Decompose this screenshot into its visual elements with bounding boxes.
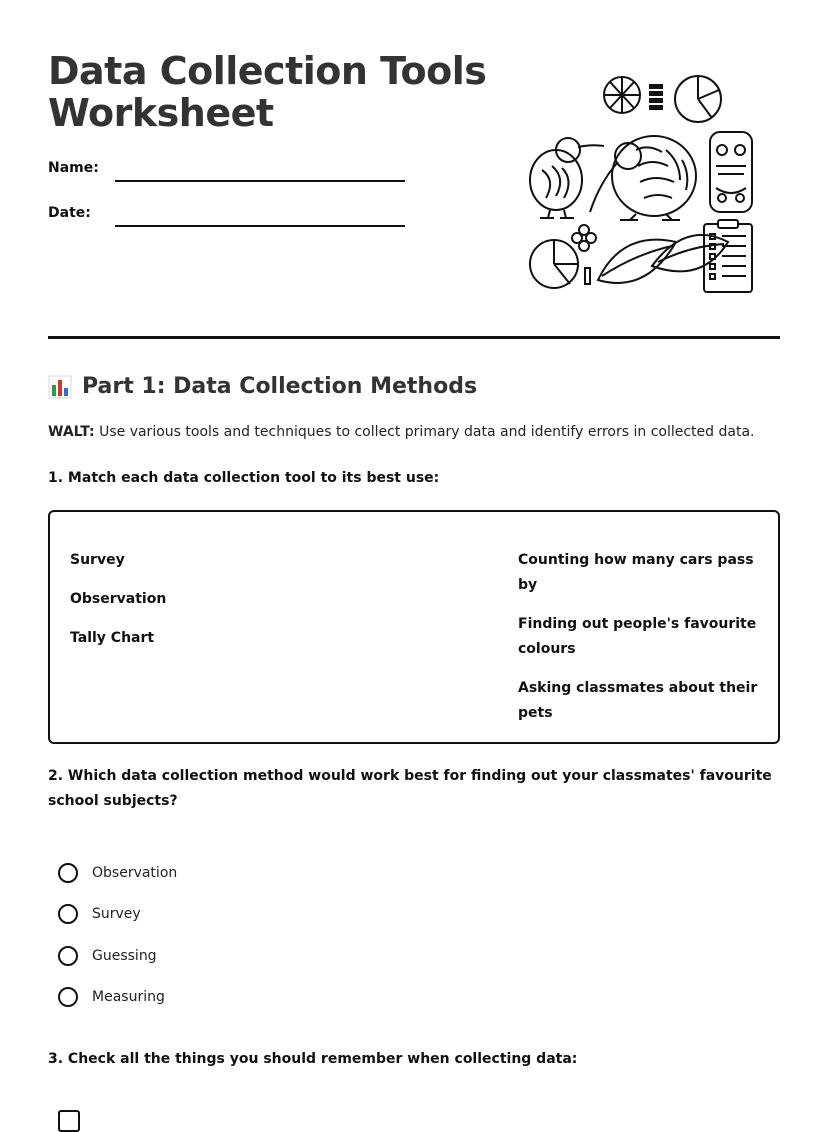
match-use-item[interactable]: Asking classmates about their pets <box>518 680 758 721</box>
use-list <box>518 548 768 740</box>
option-label: Guessing <box>92 947 157 964</box>
radio-button[interactable] <box>58 904 78 924</box>
radio-option[interactable] <box>58 894 177 936</box>
part1-heading <box>48 374 477 399</box>
kiwi-data-illustration <box>526 70 760 298</box>
option-label: Observation <box>92 864 178 881</box>
radio-button[interactable] <box>58 863 78 883</box>
question-2-options <box>58 852 177 1018</box>
match-use-item[interactable]: Finding out people's favourite colours <box>518 616 757 657</box>
walt-text: Use various tools and techniques to collect primary data and identify errors in collected data. <box>94 424 755 440</box>
match-tool-item[interactable]: Survey <box>70 552 125 568</box>
match-tool-item[interactable]: Observation <box>70 591 167 607</box>
match-use-item[interactable]: Counting how many cars pass by <box>518 552 754 593</box>
name-label: Name: <box>48 160 99 176</box>
option-label: Survey <box>92 906 141 923</box>
date-label: Date: <box>48 205 91 221</box>
radio-button[interactable] <box>58 946 78 966</box>
radio-option[interactable] <box>58 852 177 894</box>
checkbox[interactable] <box>58 1110 80 1132</box>
section-divider <box>48 336 780 339</box>
radio-button[interactable] <box>58 987 78 1007</box>
question-2: 2. Which data collection method would work best for finding out your classmates' favourite school subjects? <box>48 768 772 809</box>
radio-option[interactable] <box>58 935 177 977</box>
match-tool-item[interactable]: Tally Chart <box>70 630 155 646</box>
worksheet-page <box>48 0 780 1118</box>
radio-option[interactable] <box>58 977 177 1019</box>
date-field[interactable] <box>115 225 405 227</box>
page-title: Data Collection Tools Worksheet <box>48 49 487 135</box>
walt-label: WALT: <box>48 424 95 440</box>
bar-chart-icon <box>48 375 72 399</box>
walt-statement <box>48 424 754 440</box>
part1-heading-text: Part 1: Data Collection Methods <box>82 374 478 399</box>
name-field[interactable] <box>115 180 405 182</box>
option-label: Measuring <box>92 989 165 1006</box>
question-3: 3. Check all the things you should remember when collecting data: <box>48 1051 578 1067</box>
matching-box <box>48 510 780 744</box>
tool-list <box>70 548 166 665</box>
question-1: 1. Match each data collection tool to its best use: <box>48 470 440 486</box>
